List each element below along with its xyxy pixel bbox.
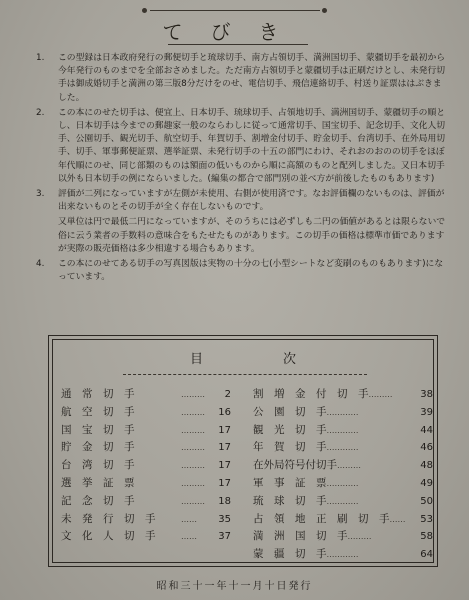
note-item bbox=[36, 188, 446, 214]
toc-leader: ………… bbox=[326, 496, 359, 506]
note-number: 4. bbox=[36, 259, 45, 270]
toc-leader: ……… bbox=[368, 390, 393, 399]
note-text: この本にのせた切手は、便宜上、日本切手、琉球切手、占領地切手、満洲国切手、蒙疆切手の順とし、日本切手は今までの郵趣家一般のならわしに従って通常切手、国宝切手、記念切手、文化人切手、公園切手、観光切手、航空切手、年賀切手、割増金付切手、貯金切手、台湾切手、在外局用切手、切手、軍事郵便証票、選挙証票、未発行切手の十五の部門にわけ、それおのおのの切手をほぼ年代順にのせ、同じ部類のものは額面の低いものから順に高額のものと配列しました。又日本切手以外も日本切手の例にならいました。(編集の都合で部門別の並べ方が前後したものもあります) bbox=[58, 107, 446, 184]
note-number: 1. bbox=[36, 53, 45, 63]
note-number: 2. bbox=[36, 107, 45, 118]
note-text: 又単位は円で最低二円になっていますが、そのうちには必ずしも二円の価値があるとは限らないで俗に云う業者の手数料の意味合をもたせたものがあります。この切手の価格は標準市価でありますが実際の販売価格は多少相違する場合もあります。 bbox=[58, 217, 446, 254]
page-title: てびき bbox=[162, 20, 307, 44]
toc-entry-label: 蒙 疆 切 手 bbox=[253, 548, 327, 561]
toc-page-number: 49 bbox=[420, 477, 433, 489]
toc-entry-label: 台 湾 切 手 bbox=[61, 459, 135, 472]
toc-entry-label: 割 増 金 付 切 手 bbox=[253, 388, 369, 400]
toc-leader: ………… bbox=[326, 443, 359, 453]
toc-right-column bbox=[253, 386, 433, 564]
note-text: この型録は日本政府発行の郵便切手と琉球切手、南方占領切手、満洲国切手、蒙疆切手を最初から今年発行のものまでを全部おさめました。ただ南方占領切手と蒙疆切手は正刷だけとし、未発行切手は御成婚切手と満洲の第三版8分だけをのせ、電信切手、飛信連絡切手、村送り証票ははぶきました。 bbox=[58, 53, 446, 103]
toc-entry[interactable] bbox=[253, 386, 433, 404]
toc-leader: ……… bbox=[181, 461, 205, 471]
toc-leader: ……… bbox=[181, 496, 205, 506]
toc-page-number: 39 bbox=[420, 406, 433, 418]
toc-entry-label: 軍 事 証 票 bbox=[253, 476, 327, 489]
toc-entry[interactable] bbox=[61, 404, 231, 422]
toc-page-number: 17 bbox=[218, 424, 231, 436]
title-header bbox=[0, 6, 469, 46]
toc-inner-frame bbox=[52, 339, 434, 563]
toc-entry-label: 在外局符号付切手 bbox=[253, 459, 337, 472]
note-text: この本にのせてある切手の写真図版は実物の十分の七(小型シートなど変刷のものもあります)になっています。 bbox=[58, 259, 444, 283]
toc-leader: ………… bbox=[326, 478, 359, 488]
toc-entry-label: 記 念 切 手 bbox=[61, 494, 135, 507]
toc-entry-label: 国 宝 切 手 bbox=[61, 423, 135, 436]
toc-page-number: 18 bbox=[218, 495, 231, 507]
toc-leader: ………… bbox=[326, 425, 359, 435]
toc-entry[interactable] bbox=[61, 457, 231, 475]
toc-entry[interactable] bbox=[61, 386, 231, 404]
note-item bbox=[36, 107, 446, 186]
toc-entry[interactable] bbox=[61, 511, 231, 529]
toc-leader: ……… bbox=[181, 407, 205, 417]
toc-page-number: 2 bbox=[224, 389, 231, 400]
toc-page-number: 17 bbox=[218, 442, 231, 454]
toc-entry[interactable] bbox=[253, 493, 433, 511]
toc-page-number: 37 bbox=[218, 531, 231, 543]
toc-page-number: 17 bbox=[218, 460, 231, 472]
title-underline bbox=[168, 44, 308, 45]
toc-entry[interactable] bbox=[61, 439, 231, 457]
toc-entry-label: 文 化 人 切 手 bbox=[61, 530, 156, 543]
toc-entry[interactable] bbox=[253, 404, 433, 422]
title-top-ornament bbox=[150, 10, 320, 11]
toc-page-number: 53 bbox=[420, 513, 433, 525]
toc-entry-label: 未 発 行 切 手 bbox=[61, 512, 156, 525]
toc-entry[interactable] bbox=[61, 493, 231, 511]
toc-entry-label: 年 賀 切 手 bbox=[253, 441, 327, 454]
toc-entry[interactable] bbox=[253, 475, 433, 493]
toc-leader: ……… bbox=[181, 390, 205, 399]
note-text: 評価が二列になっていますが左側が未使用、右側が使用済です。なお評価欄のないものは、評価が出来ないものとその切手が全く存在しないものです。 bbox=[58, 189, 445, 213]
toc-entry[interactable] bbox=[61, 422, 231, 440]
toc-entry[interactable] bbox=[253, 528, 433, 546]
toc-entry[interactable] bbox=[253, 546, 433, 564]
toc-entry[interactable] bbox=[61, 475, 231, 493]
toc-page-number: 46 bbox=[420, 442, 433, 454]
toc-heading-rule bbox=[123, 374, 367, 376]
toc-entry-label: 公 園 切 手 bbox=[253, 405, 327, 418]
publication-date: 昭和三十一年十一月十日発行 bbox=[156, 581, 313, 592]
toc-leader: ……… bbox=[181, 425, 205, 435]
note-number: 3. bbox=[36, 189, 45, 200]
toc-entry-label: 琉 球 切 手 bbox=[253, 494, 327, 507]
toc-left-column bbox=[61, 386, 231, 546]
ornament-dot bbox=[322, 8, 327, 13]
toc-entry[interactable] bbox=[253, 439, 433, 457]
toc-leader: ……… bbox=[181, 478, 205, 488]
toc-page-number: 50 bbox=[420, 495, 433, 507]
toc-entry[interactable] bbox=[61, 528, 231, 546]
toc-entry-label: 通 常 切 手 bbox=[61, 388, 135, 400]
table-of-contents bbox=[48, 335, 438, 567]
toc-entry-label: 選 挙 証 票 bbox=[61, 476, 135, 489]
toc-page-number: 48 bbox=[420, 460, 433, 472]
toc-page-number: 16 bbox=[218, 406, 231, 418]
toc-leader: ………… bbox=[326, 407, 359, 417]
toc-heading: 目次 bbox=[189, 352, 376, 367]
toc-entry-label: 満 洲 国 切 手 bbox=[253, 530, 348, 543]
toc-entry-label: 占 領 地 正 刷 切 手 bbox=[253, 512, 390, 525]
toc-entry-label: 観 光 切 手 bbox=[253, 423, 327, 436]
toc-leader: ……… bbox=[337, 461, 361, 471]
toc-page-number: 58 bbox=[420, 531, 433, 543]
toc-leader: …… bbox=[181, 514, 197, 524]
toc-leader: ………… bbox=[326, 550, 359, 560]
toc-page-number: 64 bbox=[420, 549, 433, 561]
note-item bbox=[36, 258, 446, 284]
toc-page-number: 44 bbox=[420, 424, 433, 436]
toc-entry-label: 航 空 切 手 bbox=[61, 405, 135, 418]
note-item bbox=[36, 216, 446, 256]
ornament-dot bbox=[142, 8, 147, 13]
toc-leader: …… bbox=[181, 532, 197, 542]
toc-leader: …… bbox=[389, 514, 406, 524]
toc-page-number: 17 bbox=[218, 477, 231, 489]
toc-entry[interactable] bbox=[253, 457, 433, 475]
toc-leader: ……… bbox=[181, 443, 205, 453]
guide-notes bbox=[36, 52, 446, 286]
toc-page-number: 38 bbox=[420, 389, 433, 400]
note-item bbox=[36, 52, 446, 105]
toc-entry-label: 貯 金 切 手 bbox=[61, 441, 135, 454]
toc-entry[interactable] bbox=[253, 422, 433, 440]
toc-page-number: 35 bbox=[218, 513, 231, 525]
toc-entry[interactable] bbox=[253, 511, 433, 529]
toc-leader: ……… bbox=[347, 532, 372, 542]
